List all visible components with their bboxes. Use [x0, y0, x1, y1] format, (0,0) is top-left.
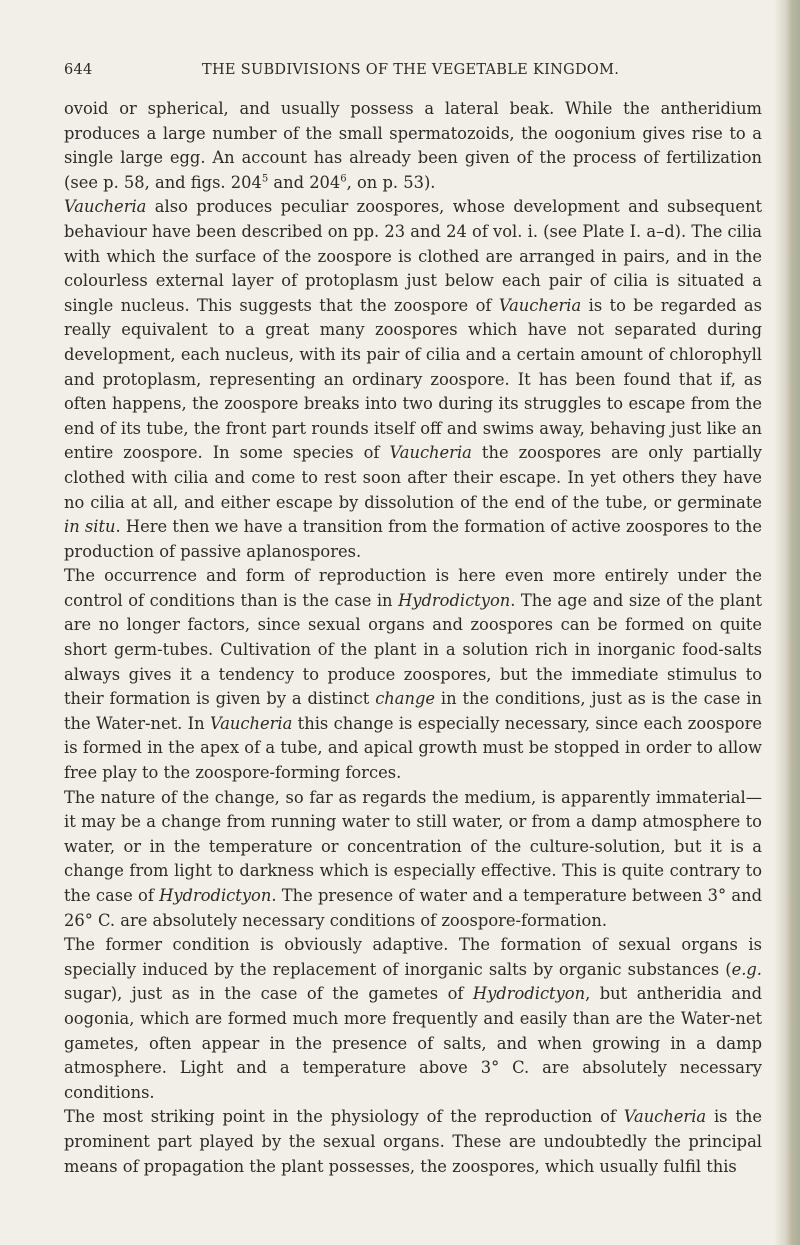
italic-text: Hydrodictyon — [472, 984, 586, 1004]
paragraph — [64, 195, 762, 564]
italic-text: in situ — [64, 517, 116, 537]
italic-text: Vaucheria — [209, 713, 293, 733]
text-run: also produces peculiar zoospores, whose development and subsequent behaviour have been described on pp. 23 and 24 of vol. i. (see Plate I. a–d). The cilia with which the surface of the zoospore is clothed are arranged in pairs, and in the colourless external layer of protoplasm just below each pair of cilia is situated a single nucleus. This suggests that the zoospore of — [64, 197, 762, 315]
italic-text: e.g. — [731, 959, 762, 979]
page-header — [64, 62, 764, 88]
text-run: The former condition is obviously adaptive. The formation of sexual organs is specially induced by the replacement of inorganic salts by organic substances ( — [64, 935, 762, 979]
text-run: The occurrence and form of reproduction is here even more entirely under the control of conditions than is the case in — [64, 566, 762, 610]
text-run: this change is especially necessary, since each zoospore is formed in the apex of a tube, and apical growth must be stopped in order to allow free play to the zoospore-forming forces. — [64, 713, 762, 783]
text-run: . The age and size of the plant are no longer factors, since sexual organs and zoospores can be formed on quite short germ-tubes. Cultivation of the plant in a solution rich in inorganic food-salts always gives it a tendency to produce zoospores, but the immediate stimulus to their formation is given by a distinct — [64, 590, 762, 709]
text-run: is to be regarded as really equivalent to a great many zoospores which have not separated during development, each nucleus, with its pair of cilia and a certain amount of chlorophyll and protoplasm, representing an ordinary zoospore. It has been found that if, as often happens, the zoospore breaks into two during its struggles to escape from the end of its tube, the front part rounds itself off and swims away, behaving just like an entire zoospore. In some species of — [64, 295, 762, 463]
paragraph — [64, 933, 762, 1105]
text-run: ovoid or spherical, and usually possess a lateral beak. While the antheridium produces a large number of the small spermatozoids, the oogonium gives rise to a single large egg. An account has already been given of the process of fertilization (see p. 58, and figs. 204 — [64, 99, 762, 192]
text-run: sugar), just as in the case of the gametes of — [64, 984, 473, 1004]
text-run: in the conditions, just as is the case in the Water-net. In — [64, 689, 762, 733]
italic-text: Vaucheria — [623, 1107, 707, 1127]
text-run: and 204 — [268, 172, 341, 192]
running-title: THE SUBDIVISIONS OF THE VEGETABLE KINGDOM. — [202, 62, 620, 78]
italic-text: Hydrodictyon — [398, 590, 511, 610]
text-run: , on p. 53). — [346, 172, 436, 192]
paragraph — [64, 97, 762, 195]
page-edge-shadow — [774, 0, 800, 1245]
superscript: 6 — [340, 173, 347, 185]
italic-text: change — [375, 689, 436, 709]
paragraph — [64, 1105, 762, 1179]
paragraph — [64, 564, 762, 785]
italic-text: Vaucheria — [498, 295, 582, 315]
italic-text: Vaucheria — [64, 197, 147, 217]
text-run: The nature of the change, so far as regards the medium, is apparently immaterial—it may be a change from running water to still water, or from a damp atmosphere to water, or in the temperature or concentration of the culture-solution, but it is a change from light to darkness which is especially effective. This is quite contrary to the case of — [64, 787, 762, 905]
text-run: . Here then we have a transition from the formation of active zoospores to the production of passive aplanospores. — [64, 517, 762, 561]
body-text — [64, 97, 762, 1179]
superscript: 5 — [261, 173, 269, 185]
page-number: 644 — [64, 62, 93, 78]
text-run: is the prominent part played by the sexual organs. These are undoubtedly the principal means of propagation the plant possesses, the zoospores, which usually fulfil this — [64, 1107, 762, 1176]
italic-text: Vaucheria — [389, 443, 472, 463]
text-run: . The presence of water and a temperature between 3° and 26° C. are absolutely necessary conditions of zoospore-formation. — [64, 886, 762, 930]
italic-text: Hydrodictyon — [159, 886, 272, 905]
text-run: , but antheridia and oogonia, which are formed much more frequently and easily than are the Water-net gametes, often appear in the presence of salts, and when growing in a damp atmosphere. Light and a temperature above 3° C. are absolutely necessary conditions. — [64, 984, 762, 1102]
paragraph — [64, 786, 762, 934]
text-run: the zoospores are only partially clothed with cilia and come to rest soon after their escape. In yet others they have no cilia at all, and either escape by dissolution of the end of the tube, or germinate — [64, 443, 762, 512]
text-run: The most striking point in the physiology of the reproduction of — [64, 1107, 624, 1127]
